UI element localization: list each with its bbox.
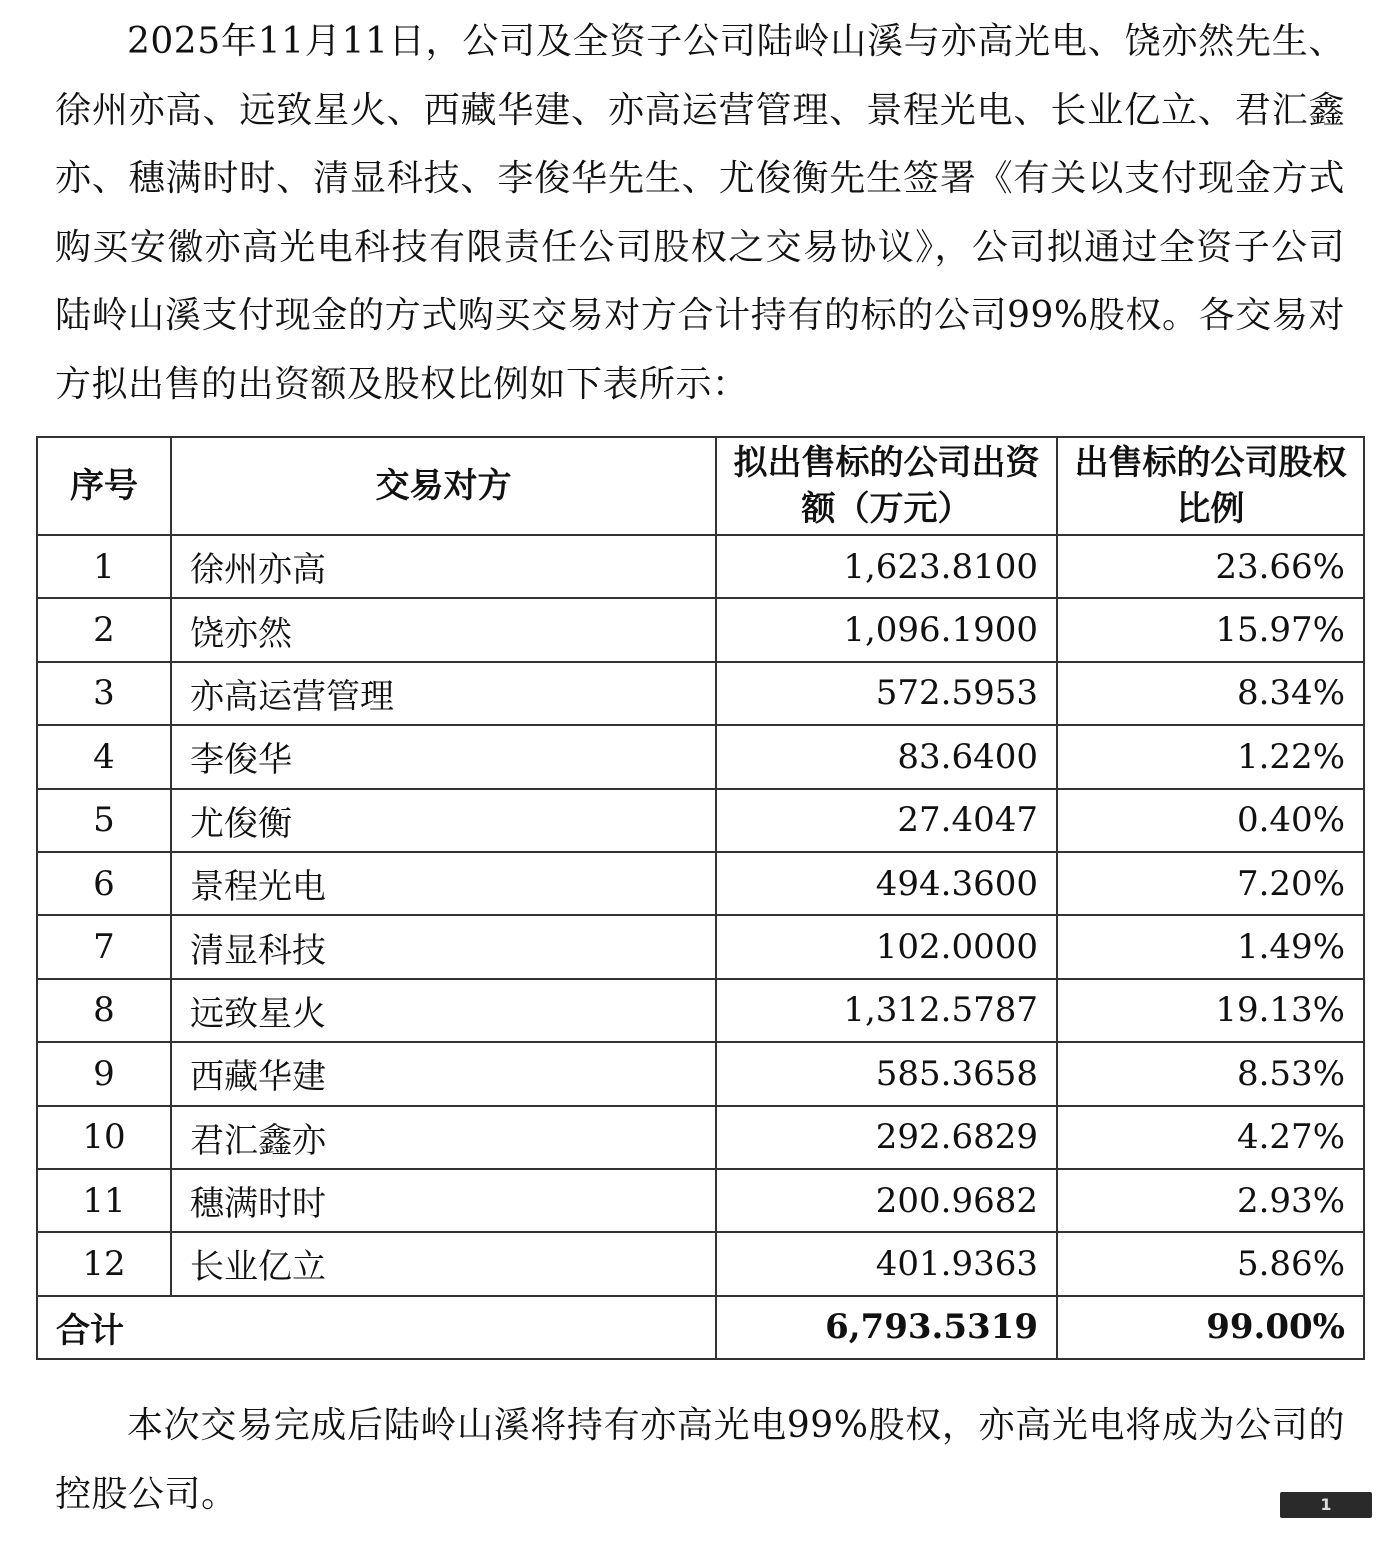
header-capital: 拟出售标的公司出资额（万元） bbox=[716, 437, 1057, 535]
row-ratio: 8.53% bbox=[1057, 1042, 1364, 1105]
row-no: 8 bbox=[37, 979, 171, 1042]
total-ratio: 99.00% bbox=[1057, 1296, 1364, 1359]
table-row bbox=[37, 1042, 1364, 1105]
row-counterparty: 远致星火 bbox=[171, 979, 716, 1042]
table-row bbox=[37, 662, 1364, 725]
header-ratio: 出售标的公司股权比例 bbox=[1057, 437, 1364, 535]
row-counterparty: 亦高运营管理 bbox=[171, 662, 716, 725]
table-row bbox=[37, 725, 1364, 788]
row-counterparty: 西藏华建 bbox=[171, 1042, 716, 1105]
row-capital: 27.4047 bbox=[716, 789, 1057, 852]
row-counterparty: 清显科技 bbox=[171, 915, 716, 978]
row-ratio: 0.40% bbox=[1057, 789, 1364, 852]
row-ratio: 2.93% bbox=[1057, 1169, 1364, 1232]
row-capital: 494.3600 bbox=[716, 852, 1057, 915]
table-header-row bbox=[37, 437, 1364, 535]
table-row bbox=[37, 535, 1364, 598]
row-counterparty: 饶亦然 bbox=[171, 598, 716, 661]
row-no: 9 bbox=[37, 1042, 171, 1105]
corner-badge-label: 1 bbox=[1320, 1495, 1332, 1514]
row-no: 7 bbox=[37, 915, 171, 978]
row-counterparty: 君汇鑫亦 bbox=[171, 1106, 716, 1169]
row-capital: 401.9363 bbox=[716, 1232, 1057, 1295]
row-capital: 572.5953 bbox=[716, 662, 1057, 725]
row-no: 3 bbox=[37, 662, 171, 725]
row-capital: 83.6400 bbox=[716, 725, 1057, 788]
row-counterparty: 穗满时时 bbox=[171, 1169, 716, 1232]
row-counterparty: 尤俊衡 bbox=[171, 789, 716, 852]
row-ratio: 8.34% bbox=[1057, 662, 1364, 725]
table-row bbox=[37, 598, 1364, 661]
row-no: 6 bbox=[37, 852, 171, 915]
table-row bbox=[37, 1106, 1364, 1169]
row-no: 5 bbox=[37, 789, 171, 852]
row-ratio: 23.66% bbox=[1057, 535, 1364, 598]
row-no: 4 bbox=[37, 725, 171, 788]
row-capital: 585.3658 bbox=[716, 1042, 1057, 1105]
table-row bbox=[37, 1232, 1364, 1295]
row-counterparty: 长业亿立 bbox=[171, 1232, 716, 1295]
row-no: 10 bbox=[37, 1106, 171, 1169]
row-ratio: 7.20% bbox=[1057, 852, 1364, 915]
row-ratio: 1.22% bbox=[1057, 725, 1364, 788]
total-label: 合计 bbox=[37, 1296, 716, 1359]
row-no: 12 bbox=[37, 1232, 171, 1295]
table-row bbox=[37, 852, 1364, 915]
row-ratio: 5.86% bbox=[1057, 1232, 1364, 1295]
closing-paragraph: 本次交易完成后陆岭山溪将持有亦高光电99%股权，亦高光电将成为公司的控股公司。 bbox=[55, 1405, 1345, 1515]
intro-paragraph: 2025年11月11日，公司及全资子公司陆岭山溪与亦高光电、饶亦然先生、徐州亦高、远致星火、西藏华建、亦高运营管理、景程光电、长业亿立、君汇鑫亦、穗满时时、清显科技、李俊华先生、尤俊衡先生签署《有关以支付现金方式购买安徽亦高光电科技有限责任公司股权之交易协议》，公司拟通过全资子公司陆岭山溪支付现金的方式购买交易对方合计持有的标的公司99%股权。各交易对方拟出售的出资额及股权比例如下表所示： bbox=[55, 21, 1345, 405]
row-counterparty: 李俊华 bbox=[171, 725, 716, 788]
table-row bbox=[37, 789, 1364, 852]
table-total-row bbox=[37, 1296, 1364, 1359]
table-row bbox=[37, 915, 1364, 978]
row-capital: 292.6829 bbox=[716, 1106, 1057, 1169]
row-capital: 1,623.8100 bbox=[716, 535, 1057, 598]
counterparty-table bbox=[36, 436, 1365, 1360]
row-capital: 1,312.5787 bbox=[716, 979, 1057, 1042]
row-capital: 1,096.1900 bbox=[716, 598, 1057, 661]
row-ratio: 1.49% bbox=[1057, 915, 1364, 978]
row-counterparty: 徐州亦高 bbox=[171, 535, 716, 598]
table-row bbox=[37, 979, 1364, 1042]
row-capital: 200.9682 bbox=[716, 1169, 1057, 1232]
row-no: 2 bbox=[37, 598, 171, 661]
header-counterparty: 交易对方 bbox=[171, 437, 716, 535]
total-capital: 6,793.5319 bbox=[716, 1296, 1057, 1359]
row-ratio: 19.13% bbox=[1057, 979, 1364, 1042]
row-no: 1 bbox=[37, 535, 171, 598]
row-capital: 102.0000 bbox=[716, 915, 1057, 978]
corner-badge bbox=[1280, 1492, 1372, 1518]
row-counterparty: 景程光电 bbox=[171, 852, 716, 915]
row-ratio: 4.27% bbox=[1057, 1106, 1364, 1169]
row-ratio: 15.97% bbox=[1057, 598, 1364, 661]
table-row bbox=[37, 1169, 1364, 1232]
row-no: 11 bbox=[37, 1169, 171, 1232]
header-no: 序号 bbox=[37, 437, 171, 535]
